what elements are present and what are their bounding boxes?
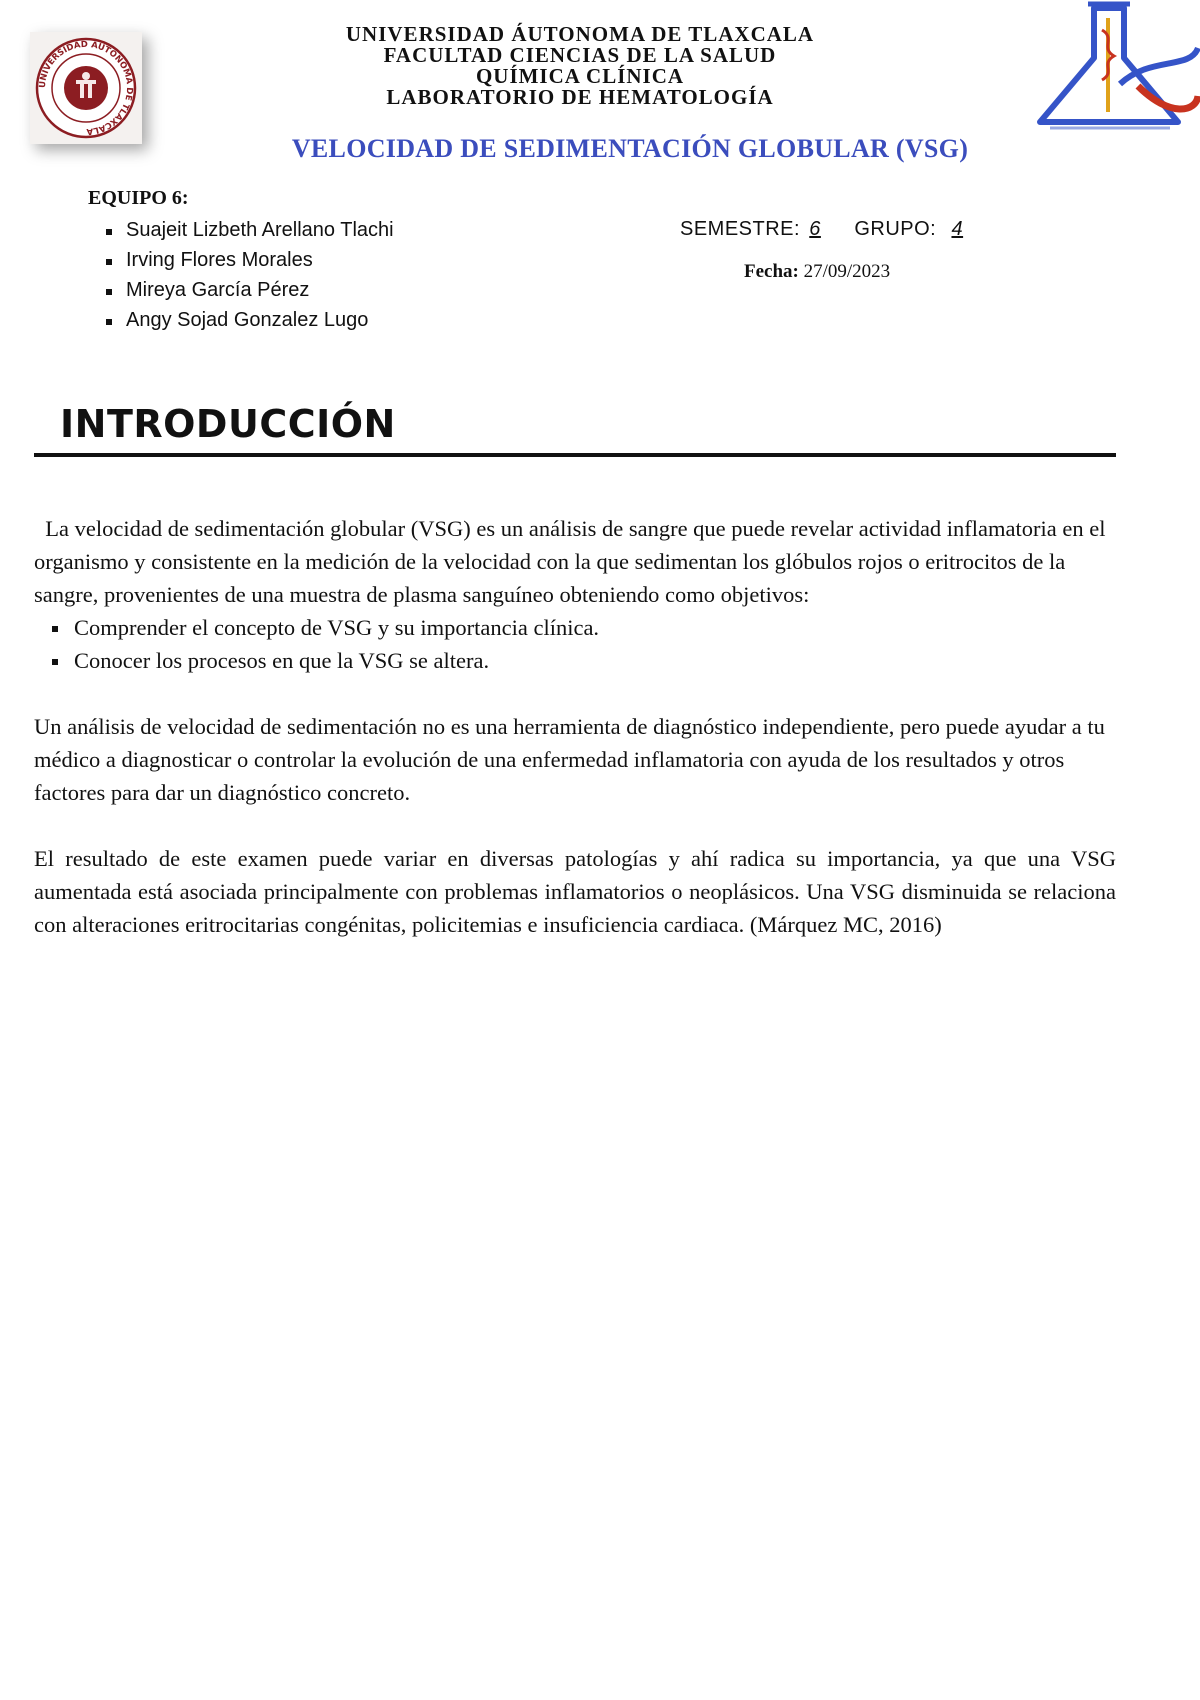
seal-graphic [34, 36, 138, 140]
paragraph-diagnosis: Un análisis de velocidad de sedimentación no es una herramienta de diagnóstico independiente, pero puede ayudar a tu médico a diagnosticar o controlar la evolución de una enfermedad inflamatoria con ayuda de los resultados y otros factores para dar un diagnóstico concreto. [34, 714, 1105, 805]
group-value: 4 [951, 218, 964, 240]
semester-label: SEMESTRE: [680, 218, 801, 240]
objective-item: Comprender el concepto de VSG y su importancia clínica. [34, 611, 1116, 644]
intro-paragraph: La velocidad de sedimentación globular (VSG) es un análisis de sangre que puede revelar actividad inflamatoria en el organismo y consistente en la medición de la velocidad con la que sedimentan los glóbulos rojos o eritrocitos de la sangre, provenientes de una muestra de plasma sanguíneo obteniendo como objetivos: [34, 516, 1112, 607]
paragraph-importance: El resultado de este examen puede variar en diversas patologías y ahí radica su importancia, ya que una VSG aumentada está asociada principalmente con problemas inflamatorios o neoplásicos. Una VSG disminuida se relaciona con alteraciones eritrocitarias congénitas, policitemias e insuficiencia cardiaca. (Márquez MC, 2016) [34, 846, 1116, 937]
university-seal-logo [30, 32, 142, 144]
laboratory-name: LABORATORIO DE HEMATOLOGÍA [386, 85, 774, 109]
date-label: Fecha: [744, 261, 799, 282]
program-name: QUÍMICA CLÍNICA [475, 64, 685, 88]
objectives-list [34, 611, 1116, 677]
date-line [744, 261, 890, 283]
section-heading: INTRODUCCIÓN [60, 402, 396, 446]
seal-text: UNIVERSIDAD AUTONOMA DE TLAXCALA [37, 39, 135, 137]
team-member: Mireya García Pérez [104, 275, 394, 305]
semester-value: 6 [809, 218, 821, 240]
team-member: Angy Sojad Gonzalez Lugo [104, 305, 394, 335]
group-label: GRUPO: [854, 218, 937, 240]
flask-caduceus-logo [1020, 0, 1200, 150]
institution-header [200, 24, 960, 108]
university-name: UNIVERSIDAD ÁUTONOMA DE TLAXCALA [345, 22, 815, 46]
faculty-name: FACULTAD CIENCIAS DE LA SALUD [383, 43, 777, 67]
date-value: 27/09/2023 [803, 261, 891, 282]
section-divider [34, 453, 1116, 457]
introduction-body [34, 512, 1116, 941]
objective-item: Conocer los procesos en que la VSG se altera. [34, 644, 1116, 677]
team-label: EQUIPO 6: [88, 187, 189, 209]
semester-group [680, 218, 972, 241]
team-member: Suajeit Lizbeth Arellano Tlachi [104, 215, 394, 245]
team-member: Irving Flores Morales [104, 245, 394, 275]
document-title: VELOCIDAD DE SEDIMENTACIÓN GLOBULAR (VSG) [291, 134, 969, 163]
flask-icon [1020, 0, 1200, 150]
team-member-list [104, 215, 394, 335]
